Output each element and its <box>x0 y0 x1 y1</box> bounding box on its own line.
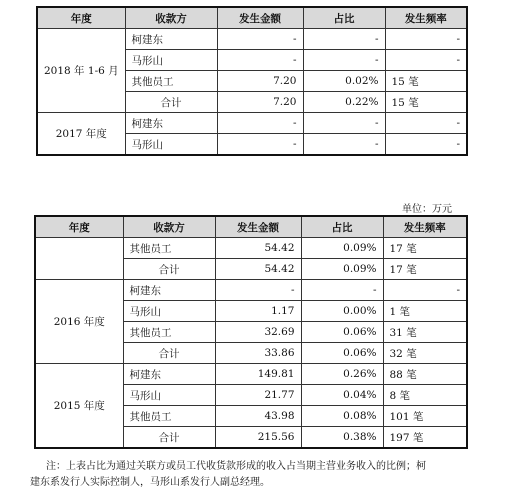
payee-cell: 柯建东 <box>123 364 215 385</box>
payee-cell: 马形山 <box>123 301 215 322</box>
payee-cell: 合计 <box>125 92 217 113</box>
transactions-table-1 <box>36 6 468 156</box>
amount-cell: 1.17 <box>215 301 301 322</box>
payee-cell: 马形山 <box>123 385 215 406</box>
table-body <box>37 29 467 156</box>
col-header-frequency: 发生频率 <box>383 216 467 238</box>
payee-cell: 其他员工 <box>125 71 217 92</box>
frequency-cell: 32 笔 <box>383 343 467 364</box>
footnote <box>30 459 470 491</box>
frequency-cell: - <box>385 29 467 50</box>
payee-cell: 柯建东 <box>123 280 215 301</box>
amount-cell: 21.77 <box>215 385 301 406</box>
amount-cell: 54.42 <box>215 259 301 280</box>
footnote-line-2: 建东系发行人实际控制人，马形山系发行人副总经理。 <box>30 477 270 488</box>
year-cell: 2016 年度 <box>35 280 123 364</box>
table-body <box>35 238 467 449</box>
amount-cell: - <box>217 113 303 134</box>
payee-cell: 其他员工 <box>123 406 215 427</box>
col-header-frequency: 发生频率 <box>385 7 467 29</box>
payee-cell: 柯建东 <box>125 29 217 50</box>
ratio-cell: 0.09% <box>301 259 383 280</box>
ratio-cell: - <box>303 134 385 156</box>
payee-cell: 柯建东 <box>125 113 217 134</box>
frequency-cell: - <box>385 134 467 156</box>
frequency-cell: 1 笔 <box>383 301 467 322</box>
amount-cell: - <box>217 50 303 71</box>
ratio-cell: 0.06% <box>301 322 383 343</box>
ratio-cell: 0.38% <box>301 427 383 449</box>
ratio-cell: 0.04% <box>301 385 383 406</box>
ratio-cell: 0.08% <box>301 406 383 427</box>
amount-cell: 7.20 <box>217 71 303 92</box>
payee-cell: 马形山 <box>125 50 217 71</box>
ratio-cell: 0.26% <box>301 364 383 385</box>
ratio-cell: - <box>303 113 385 134</box>
amount-cell: 33.86 <box>215 343 301 364</box>
amount-cell: 149.81 <box>215 364 301 385</box>
frequency-cell: - <box>385 113 467 134</box>
table-row <box>35 280 467 301</box>
ratio-cell: 0.02% <box>303 71 385 92</box>
amount-cell: 43.98 <box>215 406 301 427</box>
table-header-row <box>37 7 467 29</box>
table-row <box>37 29 467 50</box>
col-header-ratio: 占比 <box>301 216 383 238</box>
col-header-amount: 发生金额 <box>217 7 303 29</box>
frequency-cell: - <box>385 50 467 71</box>
amount-cell: - <box>217 134 303 156</box>
table-row <box>35 364 467 385</box>
frequency-cell: 17 笔 <box>383 238 467 259</box>
table-header-row <box>35 216 467 238</box>
unit-label: 单位：万元 <box>402 204 452 215</box>
amount-cell: 7.20 <box>217 92 303 113</box>
amount-cell: 54.42 <box>215 238 301 259</box>
col-header-year: 年度 <box>37 7 125 29</box>
transactions-table-2 <box>34 215 468 449</box>
payee-cell: 其他员工 <box>123 238 215 259</box>
frequency-cell: 8 笔 <box>383 385 467 406</box>
table-row <box>35 238 467 259</box>
amount-cell: 32.69 <box>215 322 301 343</box>
frequency-cell: 101 笔 <box>383 406 467 427</box>
frequency-cell: 17 笔 <box>383 259 467 280</box>
frequency-cell: 15 笔 <box>385 92 467 113</box>
frequency-cell: 197 笔 <box>383 427 467 449</box>
year-cell: 2018 年 1-6 月 <box>37 29 125 113</box>
footnote-line-1: 注：上表占比为通过关联方或员工代收货款形成的收入占当期主营业务收入的比例；柯 <box>46 461 426 472</box>
amount-cell: - <box>217 29 303 50</box>
payee-cell: 马形山 <box>125 134 217 156</box>
ratio-cell: - <box>303 29 385 50</box>
table-row <box>37 113 467 134</box>
year-cell: 2015 年度 <box>35 364 123 449</box>
amount-cell: 215.56 <box>215 427 301 449</box>
col-header-payee: 收款方 <box>123 216 215 238</box>
frequency-cell: - <box>383 280 467 301</box>
ratio-cell: 0.06% <box>301 343 383 364</box>
col-header-amount: 发生金额 <box>215 216 301 238</box>
payee-cell: 合计 <box>123 427 215 449</box>
ratio-cell: - <box>301 280 383 301</box>
payee-cell: 其他员工 <box>123 322 215 343</box>
ratio-cell: 0.22% <box>303 92 385 113</box>
amount-cell: - <box>215 280 301 301</box>
frequency-cell: 15 笔 <box>385 71 467 92</box>
col-header-ratio: 占比 <box>303 7 385 29</box>
year-cell: 2017 年度 <box>37 113 125 156</box>
ratio-cell: 0.09% <box>301 238 383 259</box>
payee-cell: 合计 <box>123 259 215 280</box>
col-header-year: 年度 <box>35 216 123 238</box>
col-header-payee: 收款方 <box>125 7 217 29</box>
ratio-cell: - <box>303 50 385 71</box>
ratio-cell: 0.00% <box>301 301 383 322</box>
year-cell <box>35 238 123 280</box>
frequency-cell: 31 笔 <box>383 322 467 343</box>
frequency-cell: 88 笔 <box>383 364 467 385</box>
payee-cell: 合计 <box>123 343 215 364</box>
